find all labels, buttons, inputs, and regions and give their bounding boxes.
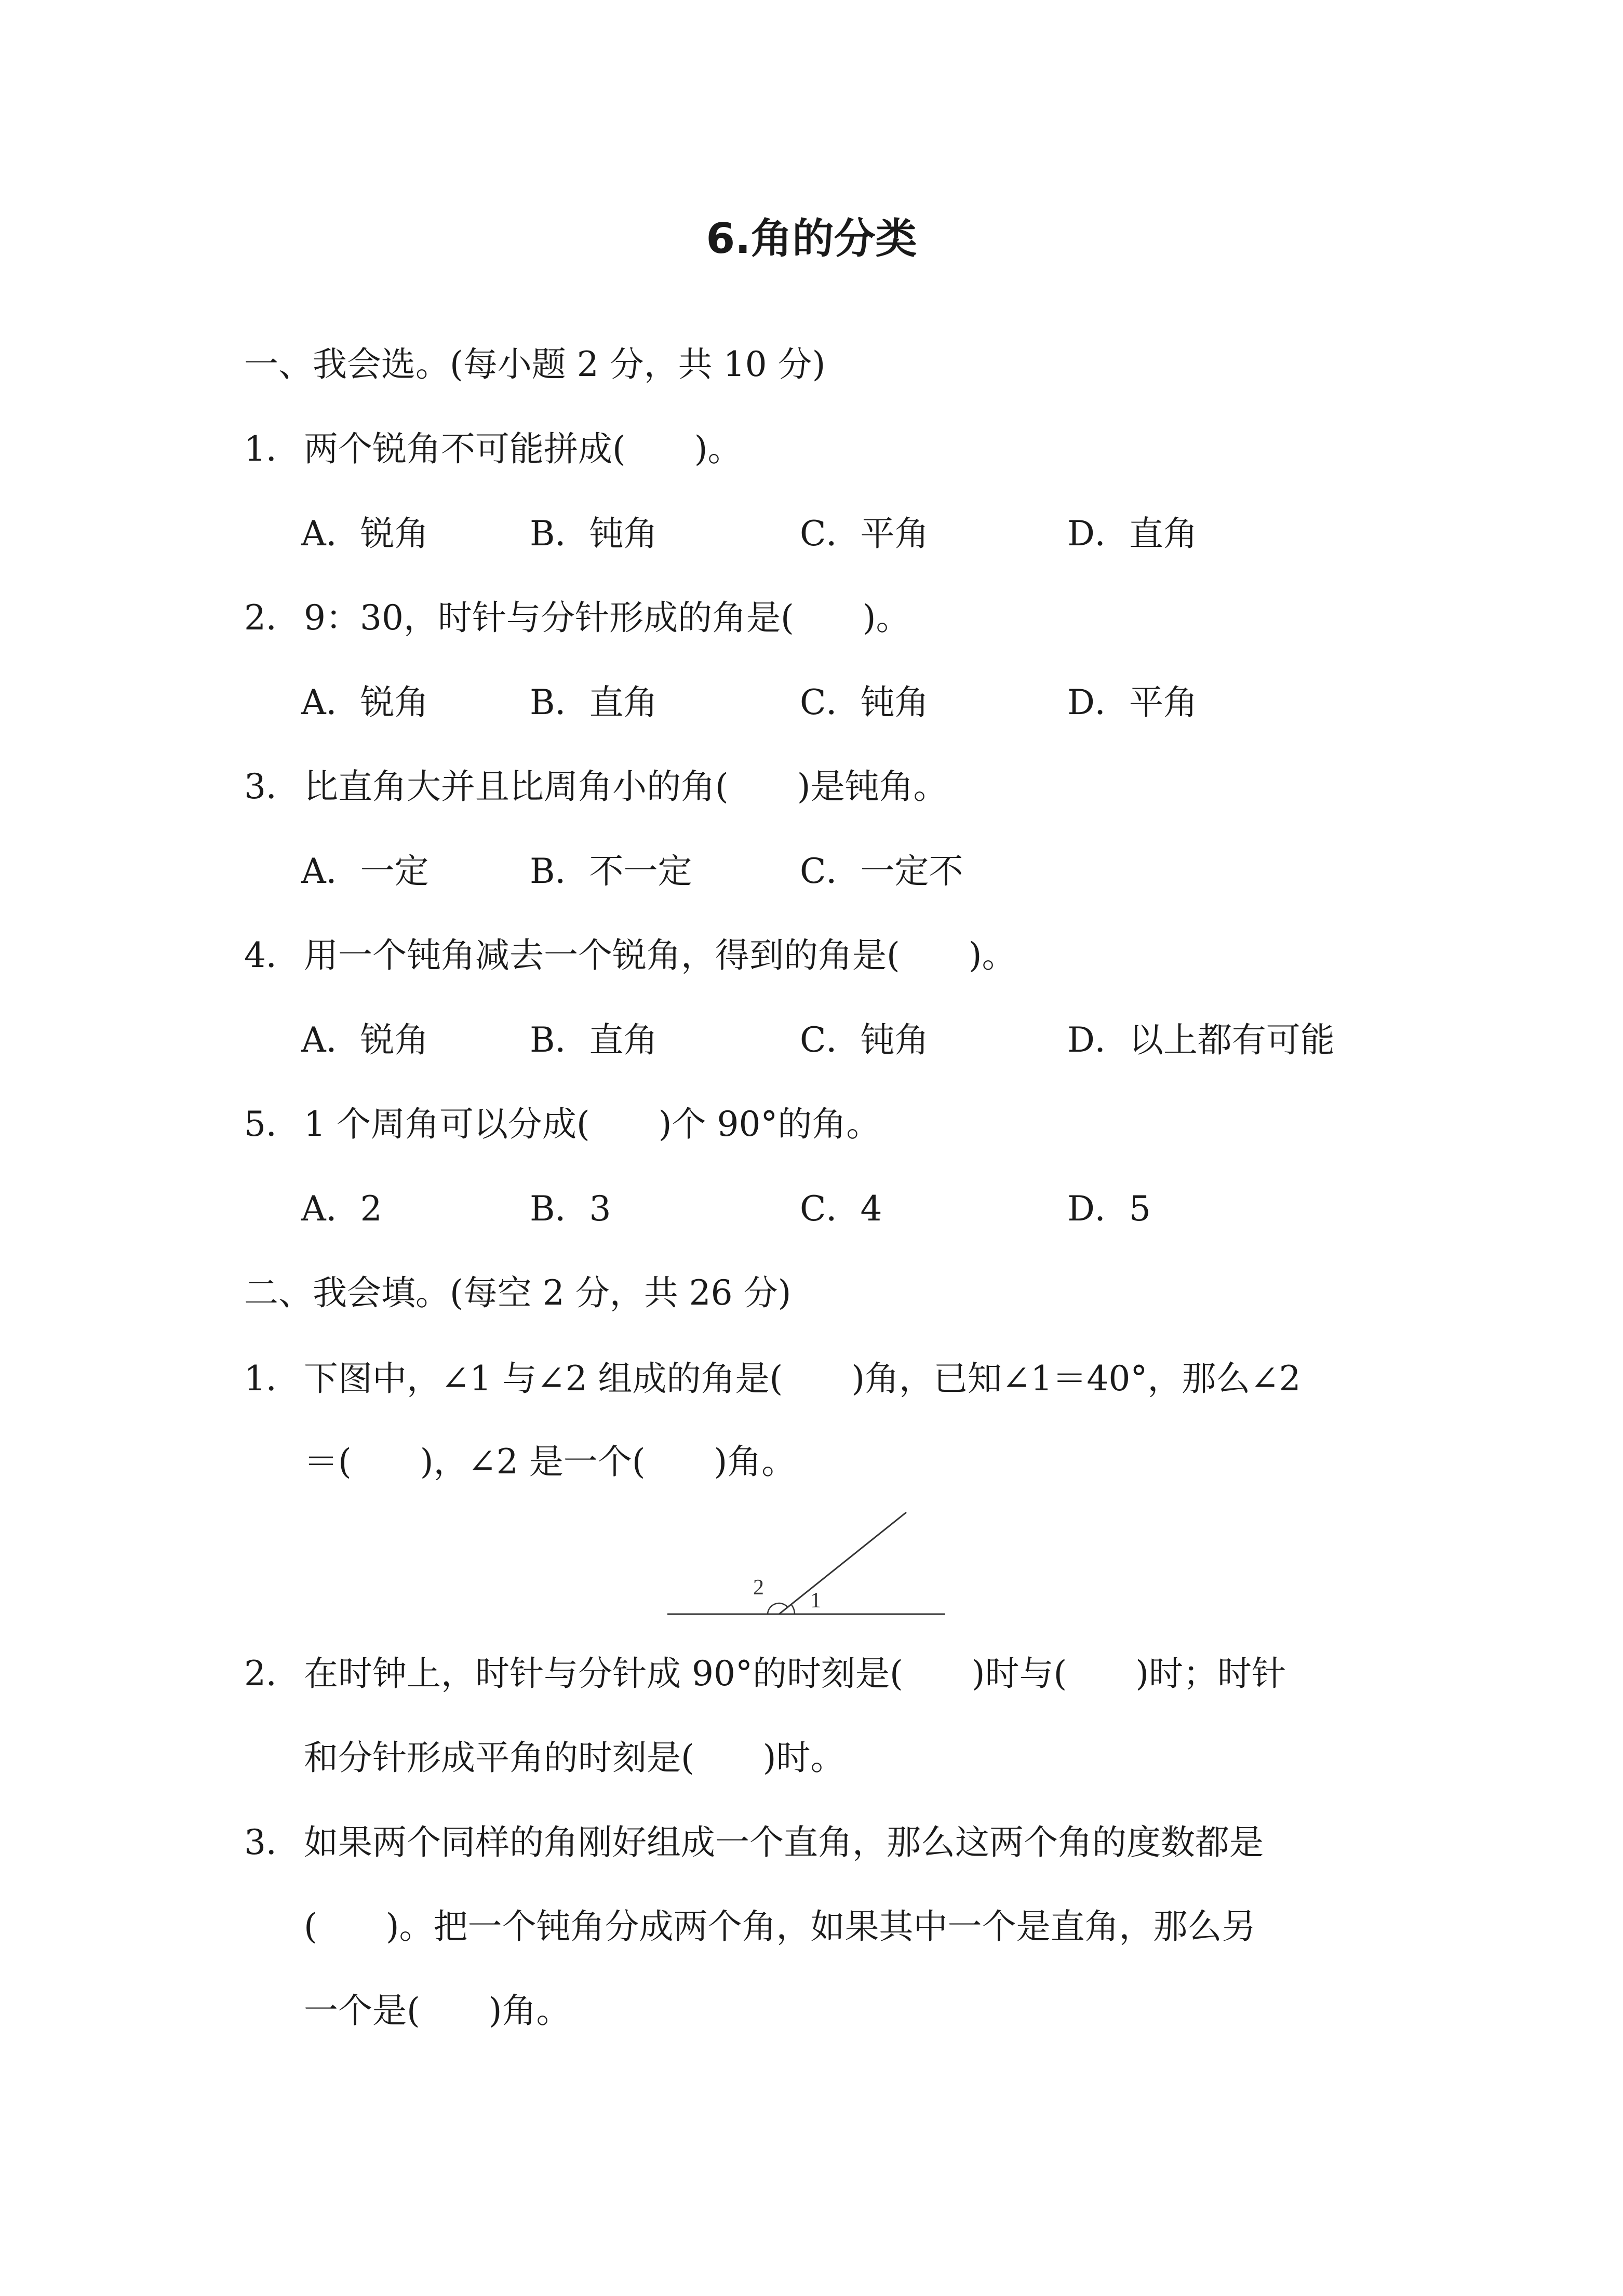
s1-q2-option-d: D．平角 — [1067, 682, 1198, 722]
angle-1-arc — [791, 1604, 795, 1614]
s2-question-1-line-1 — [244, 1353, 1301, 1405]
section2-heading: 二、我会填。(每空 2 分，共 26 分) — [244, 1273, 792, 1313]
question-text: 下图中，∠1 与∠2 组成的角是( )角，已知∠1＝40°，那么∠2 — [304, 1359, 1301, 1399]
s1-q1-option-d: D．直角 — [1067, 514, 1198, 554]
question-number: 2． — [244, 598, 300, 638]
s1-q3-option-b: B．不一定 — [530, 851, 692, 891]
s1-q4-option-b: B．直角 — [530, 1020, 658, 1060]
s1-q3-option-c: C．一定不 — [800, 851, 963, 891]
angle-2-arc — [768, 1603, 787, 1614]
s1-question-1 — [244, 423, 742, 475]
slanted-ray — [779, 1512, 906, 1614]
s2-question-3-line-1 — [244, 1817, 1264, 1869]
s1-q4-option-c: C．钝角 — [800, 1020, 929, 1060]
angle-1-label: 1 — [810, 1589, 821, 1613]
section1-heading: 一、我会选。(每小题 2 分，共 10 分) — [244, 344, 826, 384]
question-number: 1． — [244, 1359, 300, 1399]
s1-question-5 — [244, 1098, 880, 1150]
question-text: 9：30，时针与分针形成的角是( )。 — [304, 598, 910, 638]
angle-diagram — [667, 1506, 958, 1631]
s1-q3-option-a: A．一定 — [301, 851, 429, 891]
s1-question-3 — [244, 761, 948, 813]
s1-question-2 — [244, 592, 910, 644]
s1-q2-option-b: B．直角 — [530, 682, 658, 722]
s1-q5-option-b: B．3 — [530, 1189, 611, 1229]
question-text: 用一个钝角减去一个锐角，得到的角是( )。 — [304, 935, 1016, 975]
s1-question-4 — [244, 930, 1016, 982]
question-number: 1． — [244, 429, 300, 469]
page-title: 6.角的分类 — [706, 214, 917, 263]
s1-q1-option-b: B．钝角 — [530, 514, 658, 554]
question-text: 在时钟上，时针与分针成 90°的时刻是( )时与( )时；时针 — [304, 1654, 1286, 1694]
s1-q2-option-c: C．钝角 — [800, 682, 929, 722]
s2-question-2-line-1 — [244, 1648, 1286, 1700]
s2-question-3-line-3: 一个是( )角。 — [304, 1991, 571, 2031]
s1-q1-option-a: A．锐角 — [301, 514, 429, 554]
question-number: 3． — [244, 1822, 300, 1862]
s2-question-2-line-2: 和分针形成平角的时刻是( )时。 — [304, 1738, 845, 1778]
angle-2-label: 2 — [753, 1576, 764, 1600]
question-number: 5． — [244, 1104, 300, 1144]
s2-question-3-line-2: ( )。把一个钝角分成两个角，如果其中一个是直角，那么另 — [304, 1906, 1256, 1946]
s1-q4-option-d: D．以上都有可能 — [1067, 1020, 1335, 1060]
question-text: 如果两个同样的角刚好组成一个直角，那么这两个角的度数都是 — [304, 1822, 1264, 1862]
s1-q2-option-a: A．锐角 — [301, 682, 429, 722]
question-number: 3． — [244, 767, 300, 807]
question-text: 两个锐角不可能拼成( )。 — [304, 429, 742, 469]
question-text: 1 个周角可以分成( )个 90°的角。 — [304, 1104, 881, 1144]
s2-question-1-line-2: ＝( )，∠2 是一个( )角。 — [304, 1442, 796, 1482]
s1-q5-option-d: D．5 — [1067, 1189, 1151, 1229]
s1-q1-option-c: C．平角 — [800, 514, 929, 554]
question-number: 4． — [244, 935, 300, 975]
s1-q4-option-a: A．锐角 — [301, 1020, 429, 1060]
s1-q5-option-a: A．2 — [301, 1189, 382, 1229]
s1-q5-option-c: C．4 — [800, 1189, 882, 1229]
angle-figure — [667, 1506, 958, 1631]
question-text: 比直角大并且比周角小的角( )是钝角。 — [304, 767, 948, 807]
question-number: 2． — [244, 1654, 300, 1694]
